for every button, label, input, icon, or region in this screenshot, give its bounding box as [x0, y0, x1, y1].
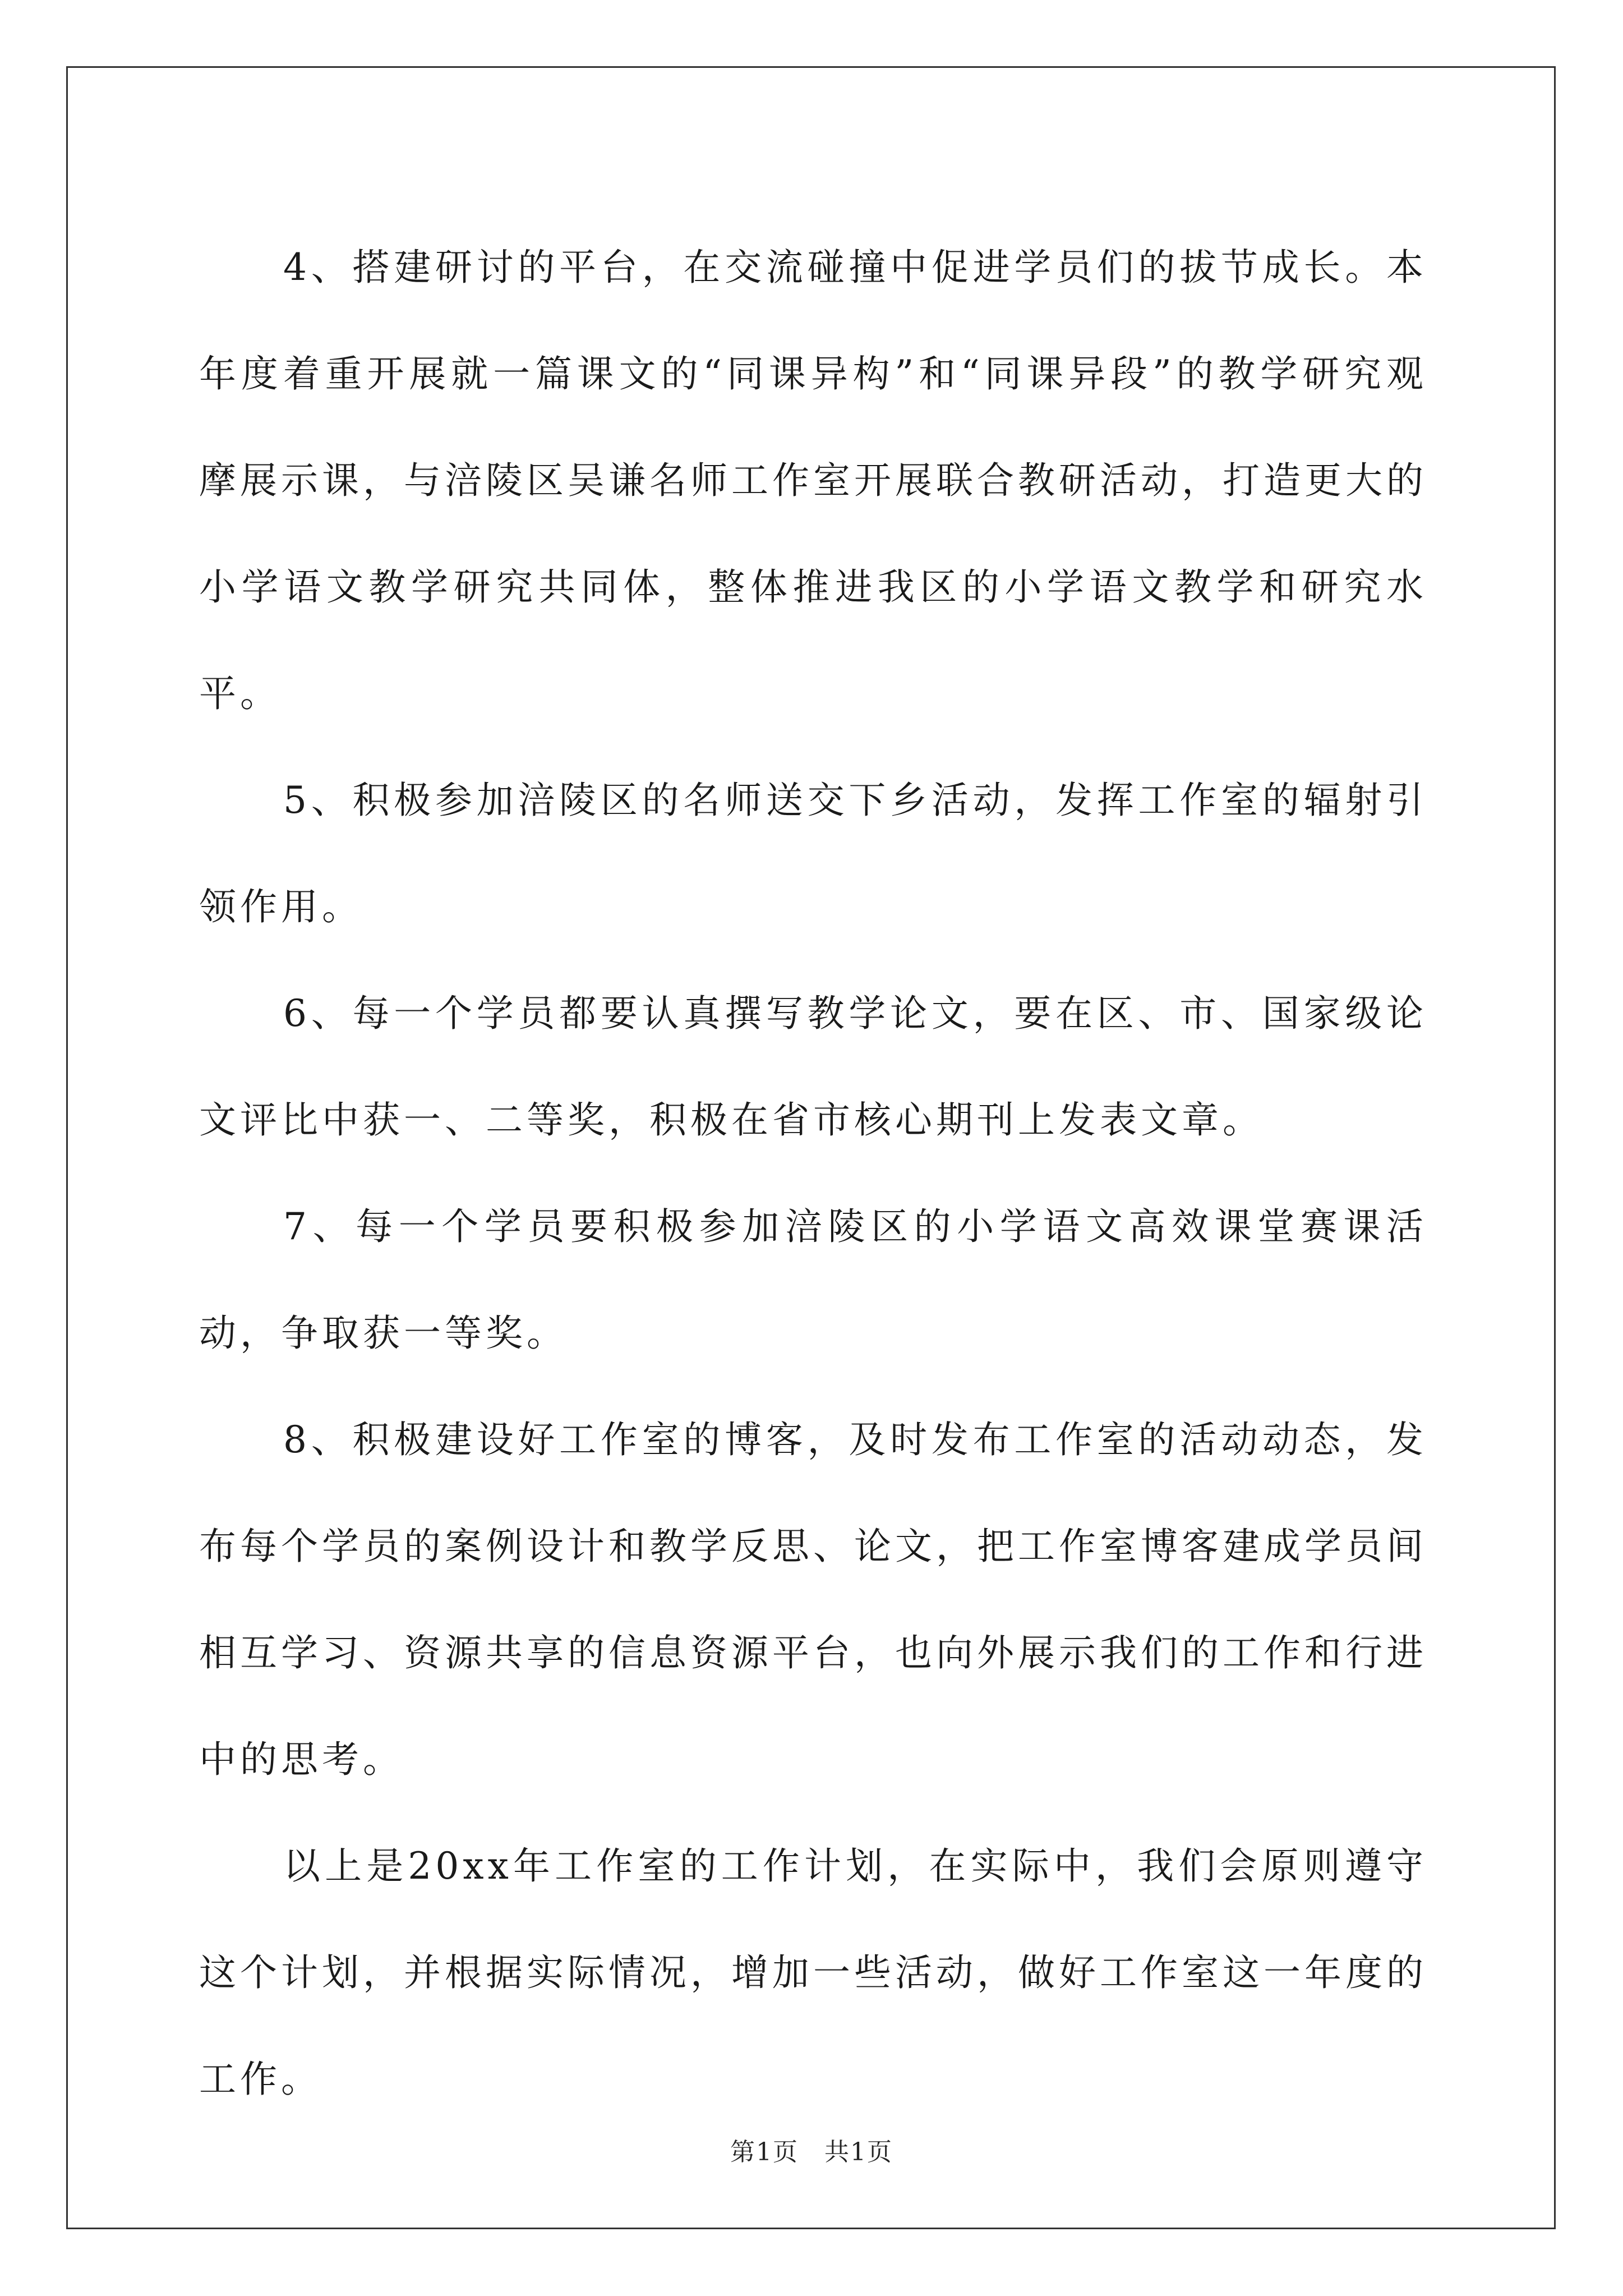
paragraph-item-5: 5、积极参加涪陵区的名师送交下乡活动，发挥工作室的辐射引领作用。	[199, 779, 1427, 928]
paragraph-item-7: 7、每一个学员要积极参加涪陵区的小学语文高效课堂赛课活动，争取获一等奖。	[199, 1205, 1427, 1355]
paragraph-conclusion: 以上是20xx年工作室的工作计划，在实际中，我们会原则遵守这个计划，并根据实际情况，增加一些活动，做好工作室这一年度的工作。	[199, 1844, 1427, 2101]
paragraph-item-4: 4、搭建研讨的平台，在交流碰撞中促进学员们的拔节成长。本年度着重开展就一篇课文的“同课异构”和“同课异段”的教学研究观摩展示课，与涪陵区吴谦名师工作室开展联合教研活动，打造更大的小学语文教学研究共同体，整体推进我区的小学语文教学和研究水平。	[199, 246, 1427, 715]
document-body	[199, 214, 1427, 2133]
paragraph-item-6: 6、每一个学员都要认真撰写教学论文，要在区、市、国家级论文评比中获一、二等奖，积极在省市核心期刊上发表文章。	[199, 992, 1427, 1142]
page-footer: 第1页 共1页	[730, 2138, 893, 2166]
paragraph-item-8: 8、积极建设好工作室的博客，及时发布工作室的活动动态，发布每个学员的案例设计和教学反思、论文，把工作室博客建成学员间相互学习、资源共享的信息资源平台，也向外展示我们的工作和行进中的思考。	[199, 1418, 1427, 1781]
